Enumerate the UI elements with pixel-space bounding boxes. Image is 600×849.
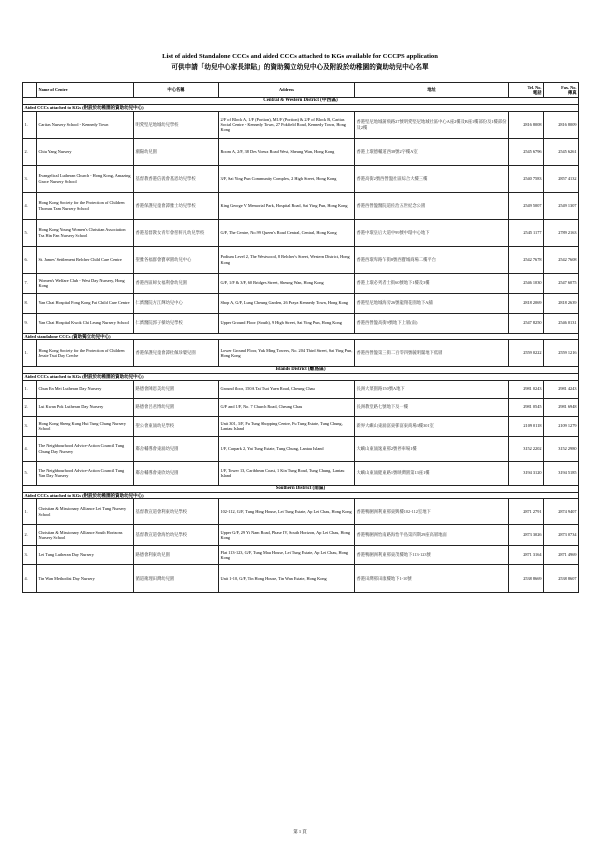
centre-name-zh: 路德會陳恩美幼兒園 <box>134 380 219 398</box>
centre-name-en: Hong Kong Sheng Kung Hui Tung Chung Nursery School <box>37 416 134 436</box>
address-zh: 大嶼山東涌健東路1號映灣園第13座1樓 <box>355 461 509 485</box>
header-fax-zh: 傳真 <box>567 90 577 95</box>
fax-number: 2538 8607 <box>544 565 579 593</box>
table-row <box>23 111 579 138</box>
centre-name-zh: 路德會呂君博幼兒園 <box>134 398 219 416</box>
centre-name-en: Tin Wan Methodist Day Nursery <box>37 565 134 593</box>
address-zh: 香港西營盤第三街二百零四號毓明閣地下低層 <box>355 340 509 367</box>
centre-name-en: Lei Tung Lutheran Day Nursery <box>37 546 134 565</box>
centre-table <box>22 82 579 593</box>
header-name-zh: 中心名稱 <box>134 83 219 98</box>
table-row <box>23 416 579 436</box>
address-zh: 香港西營盤醫院道佐治五世紀念公園 <box>355 192 509 219</box>
tel-number: 2545 1177 <box>509 219 544 246</box>
tel-number: 2818 2069 <box>509 293 544 313</box>
centre-name-zh: 香港保護兒童會譚雅士幼兒學校 <box>134 192 219 219</box>
centre-name-zh: 循道衛理田灣幼兒園 <box>134 565 219 593</box>
address-zh: 新界大嶼山東涌富東邨富東商場3樓301室 <box>355 416 509 436</box>
group-label: Aided standalone CCCs (資助獨立幼兒中心) <box>23 333 579 340</box>
district-name: Islands District (離島區) <box>23 367 579 374</box>
address-en: 3/F, Sai Ying Pun Community Complex, 2 High Street, Hong Kong <box>219 165 355 192</box>
table-row <box>23 525 579 546</box>
fax-number: 2816 8009 <box>544 111 579 138</box>
address-en: Lower Ground Floor, Yuk Ming Towers, No. 204 Third Street, Sai Ying Pun, Hong Kong <box>219 340 355 367</box>
table-row <box>23 499 579 525</box>
address-zh: 香港西營盤高街9號地下上層(南) <box>355 313 509 333</box>
table-row <box>23 313 579 333</box>
tel-number: 3194 3120 <box>509 461 544 485</box>
district-name: Southern District (南區) <box>23 485 579 492</box>
tel-number: 2559 0222 <box>509 340 544 367</box>
address-en: 1/F, Tower 13, Caribbean Coast, 1 Kin Tung Road, Tung Chung, Lantau Island <box>219 461 355 485</box>
centre-name-en: Chun En Mei Lutheran Day Nursery <box>37 380 134 398</box>
row-number: 9. <box>23 313 37 333</box>
table-row <box>23 293 579 313</box>
address-zh: 香港高街2號西營盤社區綜合大樓三樓 <box>355 165 509 192</box>
row-number: 3. <box>23 165 37 192</box>
row-number: 3. <box>23 416 37 436</box>
tel-number: 2816 8008 <box>509 111 544 138</box>
row-number: 1. <box>23 111 37 138</box>
row-number: 2. <box>23 398 37 416</box>
fax-number: 2874 9407 <box>544 499 579 525</box>
table-row <box>23 565 579 593</box>
address-en: Ground floor, 150A Tai Tsoi Yuen Road, Cheung Chau <box>219 380 355 398</box>
tel-number: 2871 3164 <box>509 546 544 565</box>
header-tel-en: Tel. No. <box>527 84 542 90</box>
page-footer: 第 1 頁 <box>293 829 307 834</box>
table-row <box>23 138 579 165</box>
address-zh: 大嶼山東涌逸東邨2號停車場1樓 <box>355 436 509 461</box>
table-row <box>23 219 579 246</box>
tel-number: 2549 5007 <box>509 192 544 219</box>
row-number: 1. <box>23 499 37 525</box>
fax-number: 3194 5185 <box>544 461 579 485</box>
centre-name-zh: 鄰舍輔導會東欣幼兒園 <box>134 461 219 485</box>
address-en: Room A, 2/F, 38 Des Voeux Road West, Sheung Wan, Hong Kong <box>219 138 355 165</box>
row-number: 5. <box>23 219 37 246</box>
centre-name-zh: 仁濟醫院郭子樑幼兒學校 <box>134 313 219 333</box>
centre-name-en: Evangelical Lutheran Church - Hong Kong, Amazing Grace Nursery School <box>37 165 134 192</box>
centre-name-en: The Neighbourhood Advice-Action Council Tung Yan Day Nursery <box>37 461 134 485</box>
address-zh: 香港堅尼地城蒲飛路27號明愛堅尼地城社區中心A座2樓及B座1樓部份及1樓部份及2樓 <box>355 111 509 138</box>
centre-name-zh: 聖公會東涌幼兒學校 <box>134 416 219 436</box>
centre-name-en: Hong Kong Young Women's Christian Association Tsz Hin Fan Nursery School <box>37 219 134 246</box>
fax-number: 2109 1279 <box>544 416 579 436</box>
address-en: Upper G/F, 29 Yi Nam Road, Phase IV, South Horizon, Ap Lei Chau, Hong Kong <box>219 525 355 546</box>
row-number: 2. <box>23 525 37 546</box>
table-row <box>23 246 579 273</box>
header-tel <box>509 83 544 98</box>
centre-name-zh: 鄰舍輔導會東涌幼兒園 <box>134 436 219 461</box>
table-row <box>23 340 579 367</box>
centre-name-zh: 基督教宣道會海怡幼兒學校 <box>134 525 219 546</box>
centre-name-en: St. James' Settlement Belcher Child Care Centre <box>37 246 134 273</box>
fax-number: 2789 2163 <box>544 219 579 246</box>
header-row <box>23 83 579 98</box>
group-label: Aided CCCs attached to KGs (附設於幼稚園的資助幼兒中心) <box>23 492 579 499</box>
fax-number: 2873 0734 <box>544 525 579 546</box>
row-number: 6. <box>23 246 37 273</box>
centre-name-en: Yan Chai Hospital Kwok Chi Leung Nursery School <box>37 313 134 333</box>
address-en: Unit 301, 3/F, Fu Tung Shopping Centre, Fu Tung Estate, Tung Chung, Lantau Island <box>219 416 355 436</box>
row-number: 7. <box>23 273 37 293</box>
tel-number: 2538 8669 <box>509 565 544 593</box>
address-en: Unit 1-10, G/F, Tin Hong House, Tin Wan Estate, Hong Kong <box>219 565 355 593</box>
centre-name-en: Hong Kong Society for the Protection of Children Thomas Tam Nursery School <box>37 192 134 219</box>
fax-number: 2549 1307 <box>544 192 579 219</box>
centre-name-en: Chiu Yang Nursery <box>37 138 134 165</box>
address-en: 1/F, Carpark 2, Yat Tung Estate, Tung Chung, Lantau Island <box>219 436 355 461</box>
address-en: G/F and 1/F, No. 7 Church Road, Cheung Chau <box>219 398 355 416</box>
address-zh: 長洲大菜園路150號A地下 <box>355 380 509 398</box>
table-row <box>23 165 579 192</box>
address-en: G/F, 1/F & 3/F, 60 Bridges Street, Sheung Wan, Hong Kong <box>219 273 355 293</box>
address-en: King George V Memorial Park, Hospital Road, Sai Ying Pun, Hong Kong <box>219 192 355 219</box>
address-zh: 香港鴨脷洲怡南路海怡半島第四期29座高層地面 <box>355 525 509 546</box>
fax-number: 2818 2639 <box>544 293 579 313</box>
table-row <box>23 436 579 461</box>
table-row <box>23 546 579 565</box>
address-zh: 長洲教堂路七號地下及一樓 <box>355 398 509 416</box>
tel-number: 2873 3026 <box>509 525 544 546</box>
fax-number: 2981 6948 <box>544 398 579 416</box>
centre-name-zh: 香港保護兒童會譚杜佩珍嬰兒園 <box>134 340 219 367</box>
tel-number: 3152 2202 <box>509 436 544 461</box>
fax-number: 2545 6261 <box>544 138 579 165</box>
district-header-row <box>23 98 579 105</box>
table-row <box>23 380 579 398</box>
fax-number: 2981 4243 <box>544 380 579 398</box>
table-body <box>23 83 579 593</box>
address-en: 102-112, G/F, Tung Hing House, Lei Tung Estate, Ap Lei Chau, Hong Kong <box>219 499 355 525</box>
tel-number: 2871 2791 <box>509 499 544 525</box>
address-en: Flat 113-123, G/F, Tung Mau House, Lei Tung Estate, Ap Lei Chau, Hong Kong <box>219 546 355 565</box>
centre-name-zh: 基督教香港信義會基恩幼兒學校 <box>134 165 219 192</box>
table-row <box>23 398 579 416</box>
address-zh: 香港鴨脷洲利東邨東興樓102-112室地下 <box>355 499 509 525</box>
centre-name-en: Lui Kwan Pok Lutheran Day Nursery <box>37 398 134 416</box>
address-en: 2/F of Block A, 1/F (Portion), M1/F (Portion) & 2/F of Block B, Caritas Social Centre - Kennedy Town, 27 Pokfield Road, Kennedy Town, Hong Kong <box>219 111 355 138</box>
district-header-row <box>23 485 579 492</box>
address-zh: 香港上環德輔道西38號2字樓A室 <box>355 138 509 165</box>
tel-number: 2109 0118 <box>509 416 544 436</box>
row-number: 5. <box>23 461 37 485</box>
centre-name-zh: 潮陽幼兒園 <box>134 138 219 165</box>
tel-number: 2981 0545 <box>509 398 544 416</box>
group-label: Aided CCCs attached to KGs (附設於幼稚園的資助幼兒中心) <box>23 105 579 112</box>
table-row <box>23 273 579 293</box>
table-row <box>23 461 579 485</box>
centre-name-en: Women's Welfare Club - West Day Nursery, Hong Kong <box>37 273 134 293</box>
address-en: G/F, The Centre, No.99 Queen's Road Central, Central, Hong Kong <box>219 219 355 246</box>
tel-number: 2542 7678 <box>509 246 544 273</box>
fax-number: 2559 1216 <box>544 340 579 367</box>
centre-name-en: Christian & Missionary Alliance South Horizons Nursery School <box>37 525 134 546</box>
row-number: 1. <box>23 380 37 398</box>
tel-number: 2546 1030 <box>509 273 544 293</box>
fax-number: 2546 0131 <box>544 313 579 333</box>
row-number: 8. <box>23 293 37 313</box>
header-fax-en: Fax. No. <box>561 84 577 90</box>
address-zh: 香港西環卑路乍街8號西寶城商場二樓平台 <box>355 246 509 273</box>
row-number: 3. <box>23 546 37 565</box>
row-number: 4. <box>23 565 37 593</box>
tel-number: 2540 7583 <box>509 165 544 192</box>
tel-number: 2547 8250 <box>509 313 544 333</box>
district-header-row <box>23 367 579 374</box>
table-row <box>23 192 579 219</box>
document-title-en: List of aided Standalone CCCs and aided CCCs attached to KGs available for CCCPS application <box>162 53 438 60</box>
row-number: 1. <box>23 340 37 367</box>
row-number: 2. <box>23 138 37 165</box>
header-fax <box>544 83 579 98</box>
centre-name-zh: 香港基督教女青年會慈軒凡幼兒學校 <box>134 219 219 246</box>
centre-name-zh: 聖雅各福群會寶翠園幼兒中心 <box>134 246 219 273</box>
centre-name-en: Yan Chai Hospital Fong Kong Fai Child Care Centre <box>37 293 134 313</box>
fax-number: 2542 7608 <box>544 246 579 273</box>
centre-name-zh: 基督教宣道會利東幼兒學校 <box>134 499 219 525</box>
fax-number: 3152 2980 <box>544 436 579 461</box>
row-number: 4. <box>23 436 37 461</box>
centre-name-zh: 仁濟醫院方江輝幼兒中心 <box>134 293 219 313</box>
address-en: Shop A, G/F, Lung Cheung Garden, 26 Praya Kennedy Town, Hong Kong <box>219 293 355 313</box>
tel-number: 2981 0243 <box>509 380 544 398</box>
header-tel-zh: 電話 <box>532 90 542 95</box>
tel-number: 2545 6796 <box>509 138 544 165</box>
document-title-zh: 可供申請「幼兒中心家長津貼」的資助獨立幼兒中心及附設於幼稚園的資助幼兒中心名單 <box>171 64 429 71</box>
fax-number: 2871 4969 <box>544 546 579 565</box>
row-number: 4. <box>23 192 37 219</box>
address-zh: 香港中環皇后大道中99號中環中心地下 <box>355 219 509 246</box>
header-address-en: Address <box>219 83 355 98</box>
centre-name-en: The Neighbourhood Advice-Action Council Tung Chung Day Nursery <box>37 436 134 461</box>
fax-number: 2547 6075 <box>544 273 579 293</box>
header-address-zh: 地址 <box>355 83 509 98</box>
address-zh: 香港堅尼地城海旁26號龍翔花園地下A舖 <box>355 293 509 313</box>
centre-name-en: Christian & Missionary Alliance Lei Tung Nursery School <box>37 499 134 525</box>
address-en: Upper Ground Floor (South), 9 High Street, Sai Ying Pun, Hong Kong <box>219 313 355 333</box>
address-zh: 香港鴨脷洲利東邨東茂樓地下113-123號 <box>355 546 509 565</box>
address-zh: 香港田灣邨田康樓地下1-10號 <box>355 565 509 593</box>
address-en: Podium Level 2, The Westwood, 8 Belcher's Street, Western District, Hong Kong <box>219 246 355 273</box>
centre-name-zh: 香港西區婦女福利會幼兒園 <box>134 273 219 293</box>
centre-name-en: Caritas Nursery School - Kennedy Town <box>37 111 134 138</box>
centre-name-en: Hong Kong Society for the Protection of Children Jessie Tsui Day Creche <box>37 340 134 367</box>
centre-name-zh: 路德會利東幼兒園 <box>134 546 219 565</box>
centre-name-zh: 明愛堅尼地城幼兒學校 <box>134 111 219 138</box>
header-name-en: Name of Centre <box>37 83 134 98</box>
fax-number: 2857 4132 <box>544 165 579 192</box>
address-zh: 香港上環必列者士街60號地下1樓及3樓 <box>355 273 509 293</box>
header-no <box>23 83 37 98</box>
district-name: Central & Western District (中西區) <box>23 98 579 105</box>
group-label: Aided CCCs attached to KGs (附設於幼稚園的資助幼兒中心) <box>23 374 579 381</box>
